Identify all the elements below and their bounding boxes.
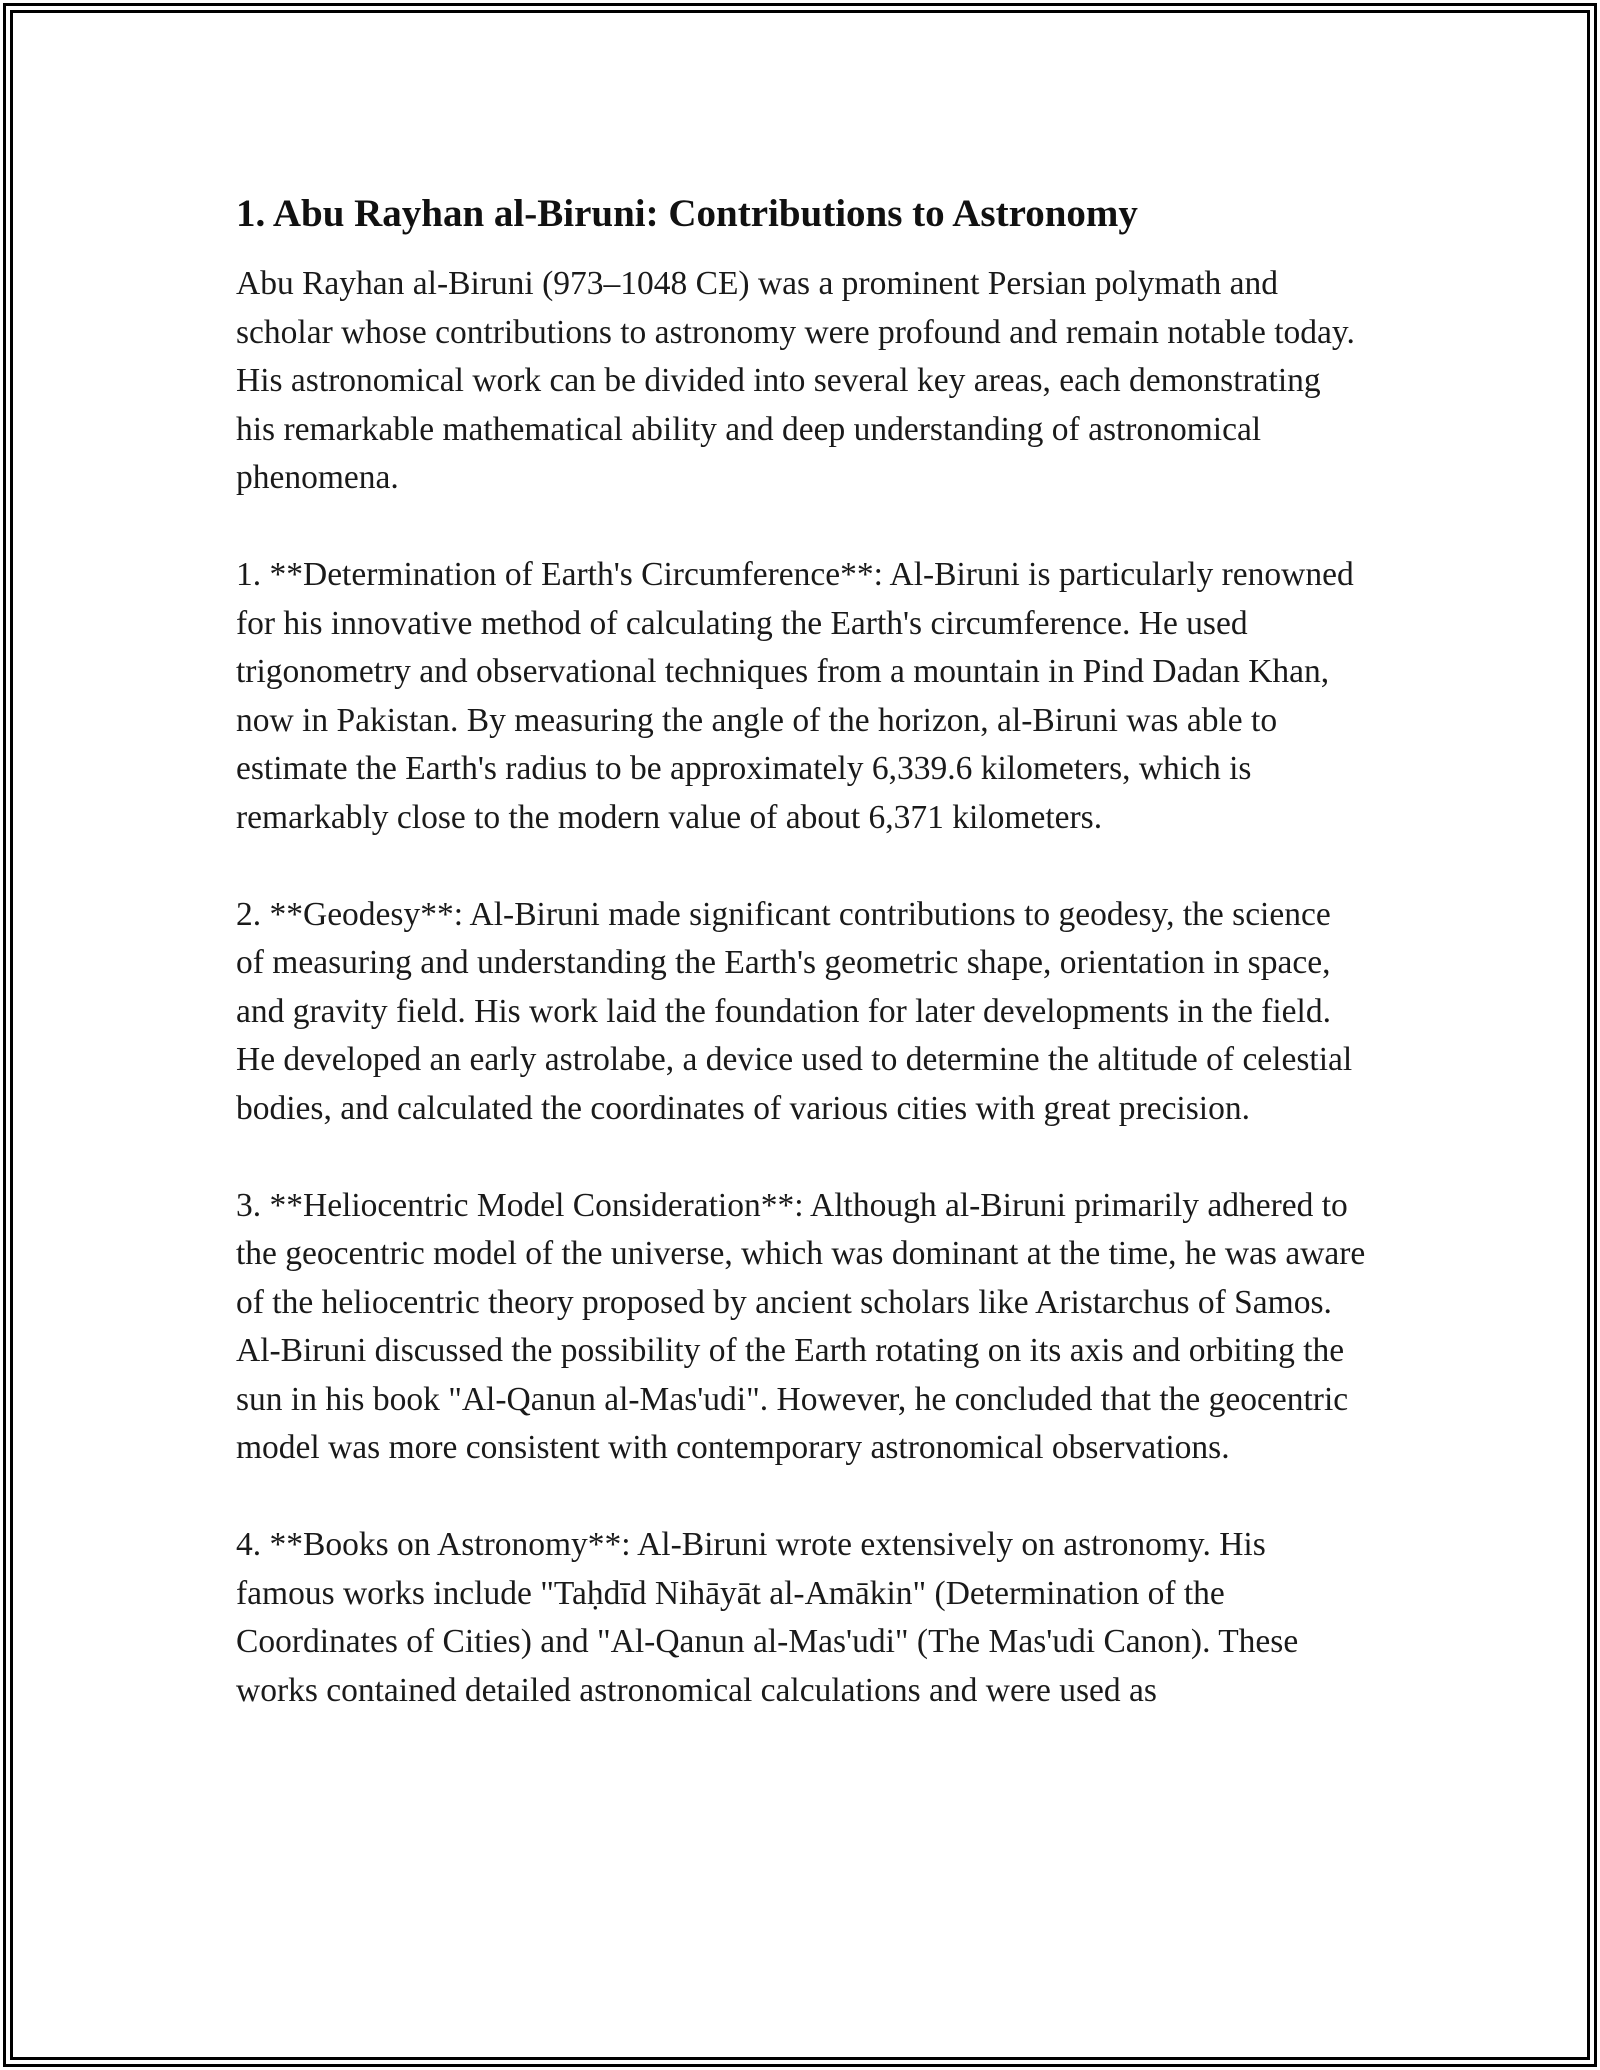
intro-paragraph: Abu Rayhan al-Biruni (973–1048 CE) was a prominent Persian polymath and scholar whose contributions to astronomy were profound and remain notable today. His astronomical work can be divided into several key areas, each demonstrating his remarkable mathematical ability and deep understanding of astronomical phenomena. [236,265,1355,496]
document-title: 1. Abu Rayhan al-Biruni: Contributions to Astronomy [236,192,1138,235]
document-body [236,186,1366,1764]
paragraph-heliocentric-model: 3. **Heliocentric Model Consideration**: Although al-Biruni primarily adhered to the geocentric model of the universe, which was dominant at the time, he was aware of the heliocentric theory proposed by ancient scholars like Aristarchus of Samos. Al-Biruni discussed the possibility of the Earth rotating on its axis and orbiting the sun in his book "Al-Qanun al-Mas'udi". However, he concluded that the geocentric model was more consistent with contemporary astronomical observations. [236,1186,1366,1466]
paragraph-books-on-astronomy: 4. **Books on Astronomy**: Al-Biruni wrote extensively on astronomy. His famous works include "Taḥdīd Nihāyāt al-Amākin" (Determination of the Coordinates of Cities) and "Al-Qanun al-Mas'udi" (The Mas'udi Canon). These works contained detailed astronomical calculations and were used as [236,1526,1299,1709]
paragraph-earth-circumference: 1. **Determination of Earth's Circumference**: Al-Biruni is particularly renowned for his innovative method of calculating the Earth's circumference. He used trigonometry and observational techniques from a mountain in Pind Dadan Khan, now in Pakistan. By measuring the angle of the horizon, al-Biruni was able to estimate the Earth's radius to be approximately 6,339.6 kilometers, which is remarkably close to the modern value of about 6,371 kilometers. [236,556,1354,836]
paragraph-geodesy: 2. **Geodesy**: Al-Biruni made significant contributions to geodesy, the science of measuring and understanding the Earth's geometric shape, orientation in space, and gravity field. His work laid the foundation for later developments in the field. He developed an early astrolabe, a device used to determine the altitude of celestial bodies, and calculated the coordinates of various cities with great precision. [236,895,1353,1127]
